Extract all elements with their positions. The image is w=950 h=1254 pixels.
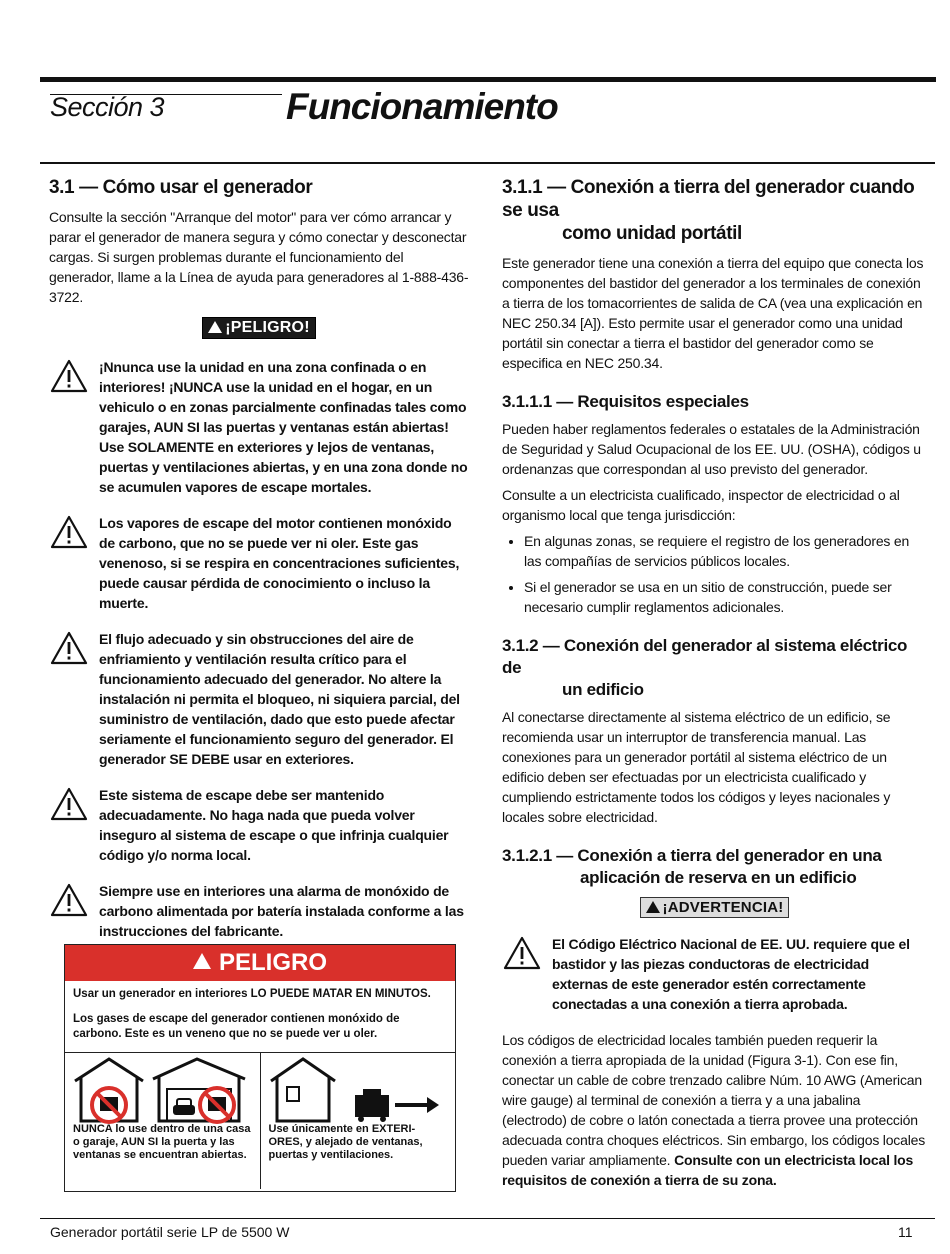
pictogram-outdoors bbox=[260, 1053, 456, 1189]
warning-triangle-icon bbox=[49, 515, 89, 549]
pictogram-outdoors-caption: Use únicamente en EXTERI-ORES, y alejado de ventanas, puertas y ventilaciones. bbox=[268, 1123, 423, 1161]
danger-label-pictograms bbox=[65, 1053, 455, 1189]
danger-label-box bbox=[64, 944, 456, 1192]
heading-3-1-2-1-line-1: 3.1.2.1 — Conexión a tierra del generador en una bbox=[502, 846, 882, 865]
danger-badge-label: ¡PELIGRO! bbox=[225, 319, 310, 336]
heading-3-1: 3.1 — Cómo usar el generador bbox=[49, 177, 313, 198]
intro-paragraph: Consulte la sección "Arranque del motor" para ver cómo arrancar y parar el generador de manera segura y cómo conectar y desconectar cargas. Si surgen problemas durante el funcionamiento del generador, llame a la Línea de ayuda para generadores al 1-888-436-3722. bbox=[49, 209, 469, 305]
heading-3-1-2-1 bbox=[502, 845, 927, 889]
warning-triangle-icon bbox=[646, 901, 660, 913]
warning-triangle-icon bbox=[49, 883, 89, 917]
paragraph-3-1-1: Este generador tiene una conexión a tierra del equipo que conecta los componentes del bastidor del generador a los terminales de conexión a tierra de los tomacorrientes de salida de CA (vea una explicación en NEC 250.34 [A]). Esto permite usar el generador como una unidad portátil sin conectar a tierra el bastidor del generador como se especifica en NEC 250.34. bbox=[502, 255, 924, 371]
left-column bbox=[49, 170, 469, 957]
danger-badge bbox=[202, 317, 315, 339]
top-rule bbox=[40, 77, 936, 82]
warning-item bbox=[49, 629, 469, 769]
section-title: Funcionamiento bbox=[286, 86, 558, 127]
pictogram-indoors bbox=[65, 1053, 260, 1189]
page-number: 11 bbox=[898, 1224, 913, 1240]
warning-text: Este sistema de escape debe ser mantenido adecuadamente. No haga nada que pueda volver inseguro al sistema de escape o que infrinja cualquier código y/o norma local. bbox=[99, 787, 449, 863]
footer-title: Generador portátil serie LP de 5500 W bbox=[50, 1224, 290, 1240]
warning-text: ¡Nnunca use la unidad en una zona confinada o en interiores! ¡NUNCA use la unidad en el hogar, en un vehiculo o en zonas parcialmente confinadas tales como garajes, AUN SI las puertas y ventanas están abiertas! Use SOLAMENTE en exteriores y lejos de ventanas, puertas y ventilaciones abiertas, y en una zona donde no se acumulen vapores de escape mortales. bbox=[99, 359, 468, 495]
danger-label-title: PELIGRO bbox=[218, 949, 327, 976]
outdoor-use-icon bbox=[267, 1055, 457, 1125]
requirements-list bbox=[502, 531, 927, 617]
paragraph-3-1-1-1-a: Pueden haber reglamentos federales o estatales de la Administración de Seguridad y Salud Ocupacional de los EE. UU. (OSHA), códigos u ordenanzas que correspondan al uso previsto del generador. bbox=[502, 421, 921, 477]
heading-3-1-1 bbox=[502, 176, 927, 245]
footer-rule bbox=[40, 1218, 935, 1219]
paragraph-final-bold: Consulte con un electricista local los requisitos de conexión a tierra de su zona. bbox=[502, 1152, 914, 1188]
header-rule bbox=[40, 162, 935, 164]
warning-text: El flujo adecuado y sin obstrucciones del aire de enfriamiento y ventilación resulta crítico para el funcionamiento adecuado del generador. No altere la instalación ni permita el bloqueo, ni siquiera parcial, del suministro de ventilación, dado que esto puede afectar seriamente el funcionamiento seguro del generador. El generador SE DEBE usar en exteriores. bbox=[99, 631, 460, 767]
heading-3-1-2-1-line-2: aplicación de reserva en un edificio bbox=[580, 868, 857, 887]
warning-item bbox=[49, 357, 469, 497]
no-indoor-use-icon bbox=[69, 1055, 259, 1125]
list-item: • En algunas zonas, se requiere el registro de los generadores en las compañías de servicios públicos locales. bbox=[524, 531, 927, 571]
danger-label-header bbox=[65, 945, 455, 981]
paragraph-final bbox=[502, 1030, 927, 1190]
warning-triangle-icon bbox=[49, 787, 89, 821]
warning-item bbox=[49, 513, 469, 613]
pictogram-indoors-caption: NUNCA lo use dentro de una casa o garaje, AUN SI la puerta y las ventanas se encuentran abiertas. bbox=[73, 1123, 251, 1161]
warning-text: Los vapores de escape del motor contienen monóxido de carbono, que no se puede ver ni oler. Este gas venenoso, si se respira en concentraciones suficientes, puede causar pérdida de conocimiento o incluso la muerte. bbox=[99, 515, 460, 611]
heading-3-1-1-line-1: 3.1.1 — Conexión a tierra del generador cuando se usa bbox=[502, 177, 915, 221]
section-label: Sección 3 bbox=[50, 92, 165, 122]
paragraph-3-1-1-1-b: Consulte a un electricista cualificado, inspector de electricidad o al organismo local que tenga jurisdicción: bbox=[502, 487, 900, 523]
warning-triangle-icon bbox=[193, 953, 211, 969]
warning-triangle-icon bbox=[49, 359, 89, 393]
danger-badge-wrap bbox=[49, 317, 469, 339]
warning-text: El Código Eléctrico Nacional de EE. UU. requiere que el bastidor y las piezas conductoras de electricidad externas de este generador estén correctamente conectadas a una conexión a tierra aprobada. bbox=[552, 936, 910, 1012]
warning-text: Siempre use en interiores una alarma de monóxido de carbono alimentada por batería instalada conforme a las instrucciones del fabricante. bbox=[99, 883, 464, 939]
heading-3-1-1-line-2: como unidad portátil bbox=[562, 223, 742, 244]
right-column bbox=[502, 170, 927, 1196]
danger-label-line-2: Los gases de escape del generador contienen monóxido de carbono. Este es un veneno que no se puede ver u oler. bbox=[73, 1013, 400, 1040]
warning-badge bbox=[640, 897, 790, 918]
danger-label-line-1: Usar un generador en interiores LO PUEDE MATAR EN MINUTOS. bbox=[73, 988, 431, 1000]
heading-3-1-1-1: 3.1.1.1 — Requisitos especiales bbox=[502, 392, 749, 411]
list-item: • Si el generador se usa en un sitio de construcción, puede ser necesario cumplir reglamentos adicionales. bbox=[524, 577, 927, 617]
warning-badge-wrap bbox=[502, 897, 927, 918]
paragraph-final-text: Los códigos de electricidad locales también pueden requerir la conexión a tierra apropiada de la unidad (Figura 3-1). Con ese fin, conectar un cable de cobre trenzado calibre Núm. 10 AWG (American wire gauge) al terminal de conexión a tierra y a una jabalina (electrodo) de cobre o latón conectada a tierra provee una protección adecuada contra choques eléctricos. Sin embargo, los códigos locales pueden variar ampliamente. bbox=[502, 1032, 925, 1168]
warning-triangle-icon bbox=[502, 936, 542, 970]
warning-triangle-icon bbox=[208, 321, 222, 333]
paragraph-3-1-2: Al conectarse directamente al sistema eléctrico de un edificio, se recomienda usar un interruptor de transferencia manual. Las conexiones para un generador portátil al sistema eléctrico de un edificio deben ser efectuadas por un electricista cualificado y cumpliendo estrictamente todos los códigos y leyes nacionales y locales sobre electricidad. bbox=[502, 709, 891, 825]
warning-triangle-icon bbox=[49, 631, 89, 665]
heading-3-1-2-line-1: 3.1.2 — Conexión del generador al sistema eléctrico de bbox=[502, 636, 908, 677]
warning-badge-label: ¡ADVERTENCIA! bbox=[662, 899, 784, 916]
heading-3-1-2-line-2: un edificio bbox=[562, 680, 644, 699]
warning-item bbox=[502, 934, 927, 1014]
warning-item bbox=[49, 881, 469, 941]
warning-item bbox=[49, 785, 469, 865]
heading-3-1-2 bbox=[502, 635, 927, 701]
